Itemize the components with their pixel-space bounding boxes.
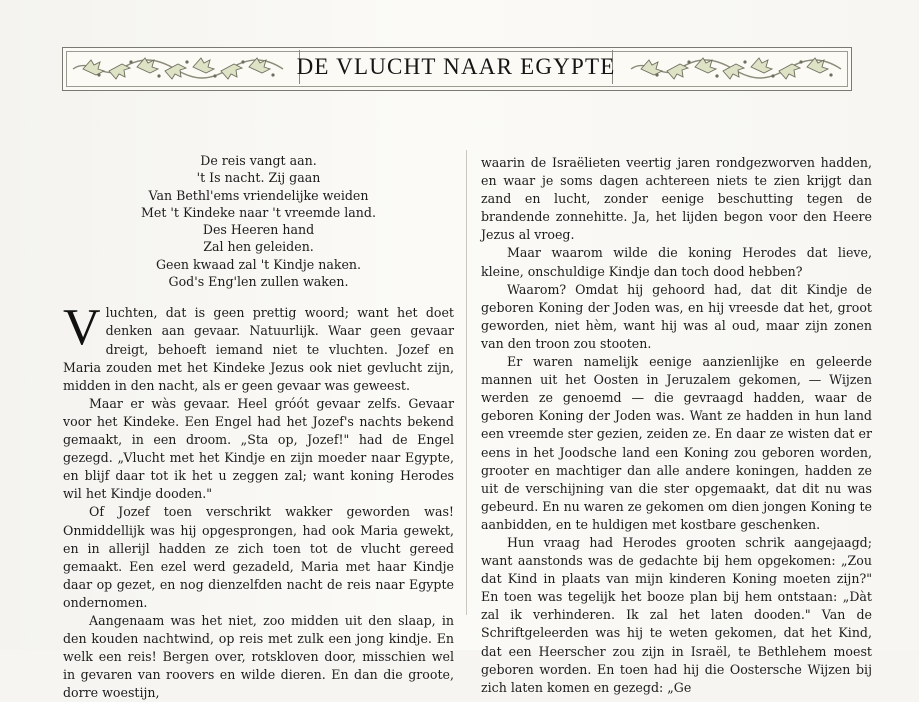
title-banner (62, 47, 852, 91)
right-column (481, 154, 872, 697)
vine-ornament-icon (627, 55, 845, 83)
poem-line: Zal hen geleiden. (203, 239, 314, 255)
left-column (63, 152, 454, 702)
paragraph: Waarom? Omdat hij gehoord had, dat dit Kindje de geboren Koning der Joden was, en hij vreesde dat het, groot geworden, niet hèm, want hij was al oud, maar zijn zonen van den troon zou stooten. (481, 281, 872, 351)
paragraph-text: luchten, dat is geen prettig woord; want het doet denken aan gevaar. Natuurlijk. Waar geen gevaar dreigt, behoeft iemand niet te vluchten. Jozef en Maria zouden met het Kindeke Jezus ook niet gevlucht zijn, midden in den nacht, als er geen gevaar was geweest. (63, 305, 454, 393)
paragraph: waarin de Israëlieten veertig jaren rondgezworven hadden, en waar je soms dagen achtereen niets te zien krijgt dan zand en lucht, zonder eenige beschutting tegen de brandende zonnehitte. Ja, het lijden begon voor den Heere Jezus al vroeg. (481, 155, 872, 243)
poem (63, 152, 454, 290)
paragraph: Maar er wàs gevaar. Heel gróót gevaar zelfs. Gevaar voor het Kindeke. Een Engel had het Jozef's nachts bekend gemaakt, in een droom. „Sta op, Jozef!" had de Engel gezegd. „Vlucht met het Kindje en zijn moeder naar Egypte, en blijf daar tot ik het u zeggen zal; want koning Herodes wil het Kindje dooden." (63, 395, 454, 502)
poem-line: Met 't Kindeke naar 't vreemde land. (141, 204, 376, 220)
poem-line: Van Bethl'ems vriendelijke weiden (148, 187, 369, 203)
poem-line: De reis vangt aan. (200, 153, 317, 168)
paragraph: Er waren namelijk eenige aanzienlijke en geleerde mannen uit het Oosten in Jeruzalem gekomen, — Wijzen werden ze genoemd — die gevraagd hadden, waar de geboren Koning der Joden was. Want ze hadden in hun land een vreemde ster gezien, zeiden ze. En daar ze wisten dat er eens in het Joodsche land een Koning zou geboren worden, grooter en machtiger dan alle andere koningen, hadden ze uit de verschijning van die ster opgemaakt, dat dit nu was gebeurd. En nu waren ze gekomen om dien jongen Koning te aanbidden, en te huldigen met kostbare geschenken. (481, 354, 872, 532)
vine-ornament-icon (69, 55, 287, 83)
poem-line: Geen kwaad zal 't Kindje naken. (155, 256, 362, 272)
drop-cap: V (63, 299, 101, 357)
paragraph: Hun vraag had Herodes grooten schrik aangejaagd; want aanstonds was de gedachte bij hem opgekomen: „Zou dat Kind in plaats van mijn kinderen Koning moeten zijn?" En toen was tegelijk het booze plan bij hem ontstaan: „Dàt zal ik verhinderen. Ik zal het laten dooden." Van de Schriftgeleerden was hij te weten gekomen, dat het Kind, dat een Heerscher zou zijn in Israël, te Bethlehem moest geboren worden. En toen had hij die Oostersche Wijzen bij zich laten komen en gezegd: „Ge (481, 534, 872, 695)
paragraph: Maar waarom wilde die koning Herodes dat lieve, kleine, onschuldige Kindje dan toch dood hebben? (481, 245, 872, 279)
column-divider (466, 150, 467, 615)
poem-line: God's Eng'len zullen waken. (168, 274, 349, 290)
paragraph: Aangenaam was het niet, zoo midden uit den slaap, in den kouden nachtwind, op reis met zulk een jong kindje. En welk een reis! Bergen over, rotskloven door, misschien wel in gevaren van roovers en wilde dieren. En dan die groote, dorre woestijn, (63, 612, 454, 701)
poem-line: Des Heeren hand (202, 222, 315, 238)
poem-line: 't Is nacht. Zij gaan (196, 170, 321, 186)
page-title: DE VLUCHT NAAR EGYPTE (296, 54, 616, 79)
paragraph (63, 299, 454, 394)
title-box (296, 50, 616, 84)
paragraph: Of Jozef toen verschrikt wakker geworden was! Onmiddellijk was hij opgesprongen, had ook Maria gewekt, en in allerijl hadden ze zich toen tot de vlucht gereed gemaakt. Een ezel werd gezadeld, Maria met haar Kindje daar op gezet, en nog dienzelfden nacht de reis naar Egypte ondernomen. (63, 504, 454, 610)
